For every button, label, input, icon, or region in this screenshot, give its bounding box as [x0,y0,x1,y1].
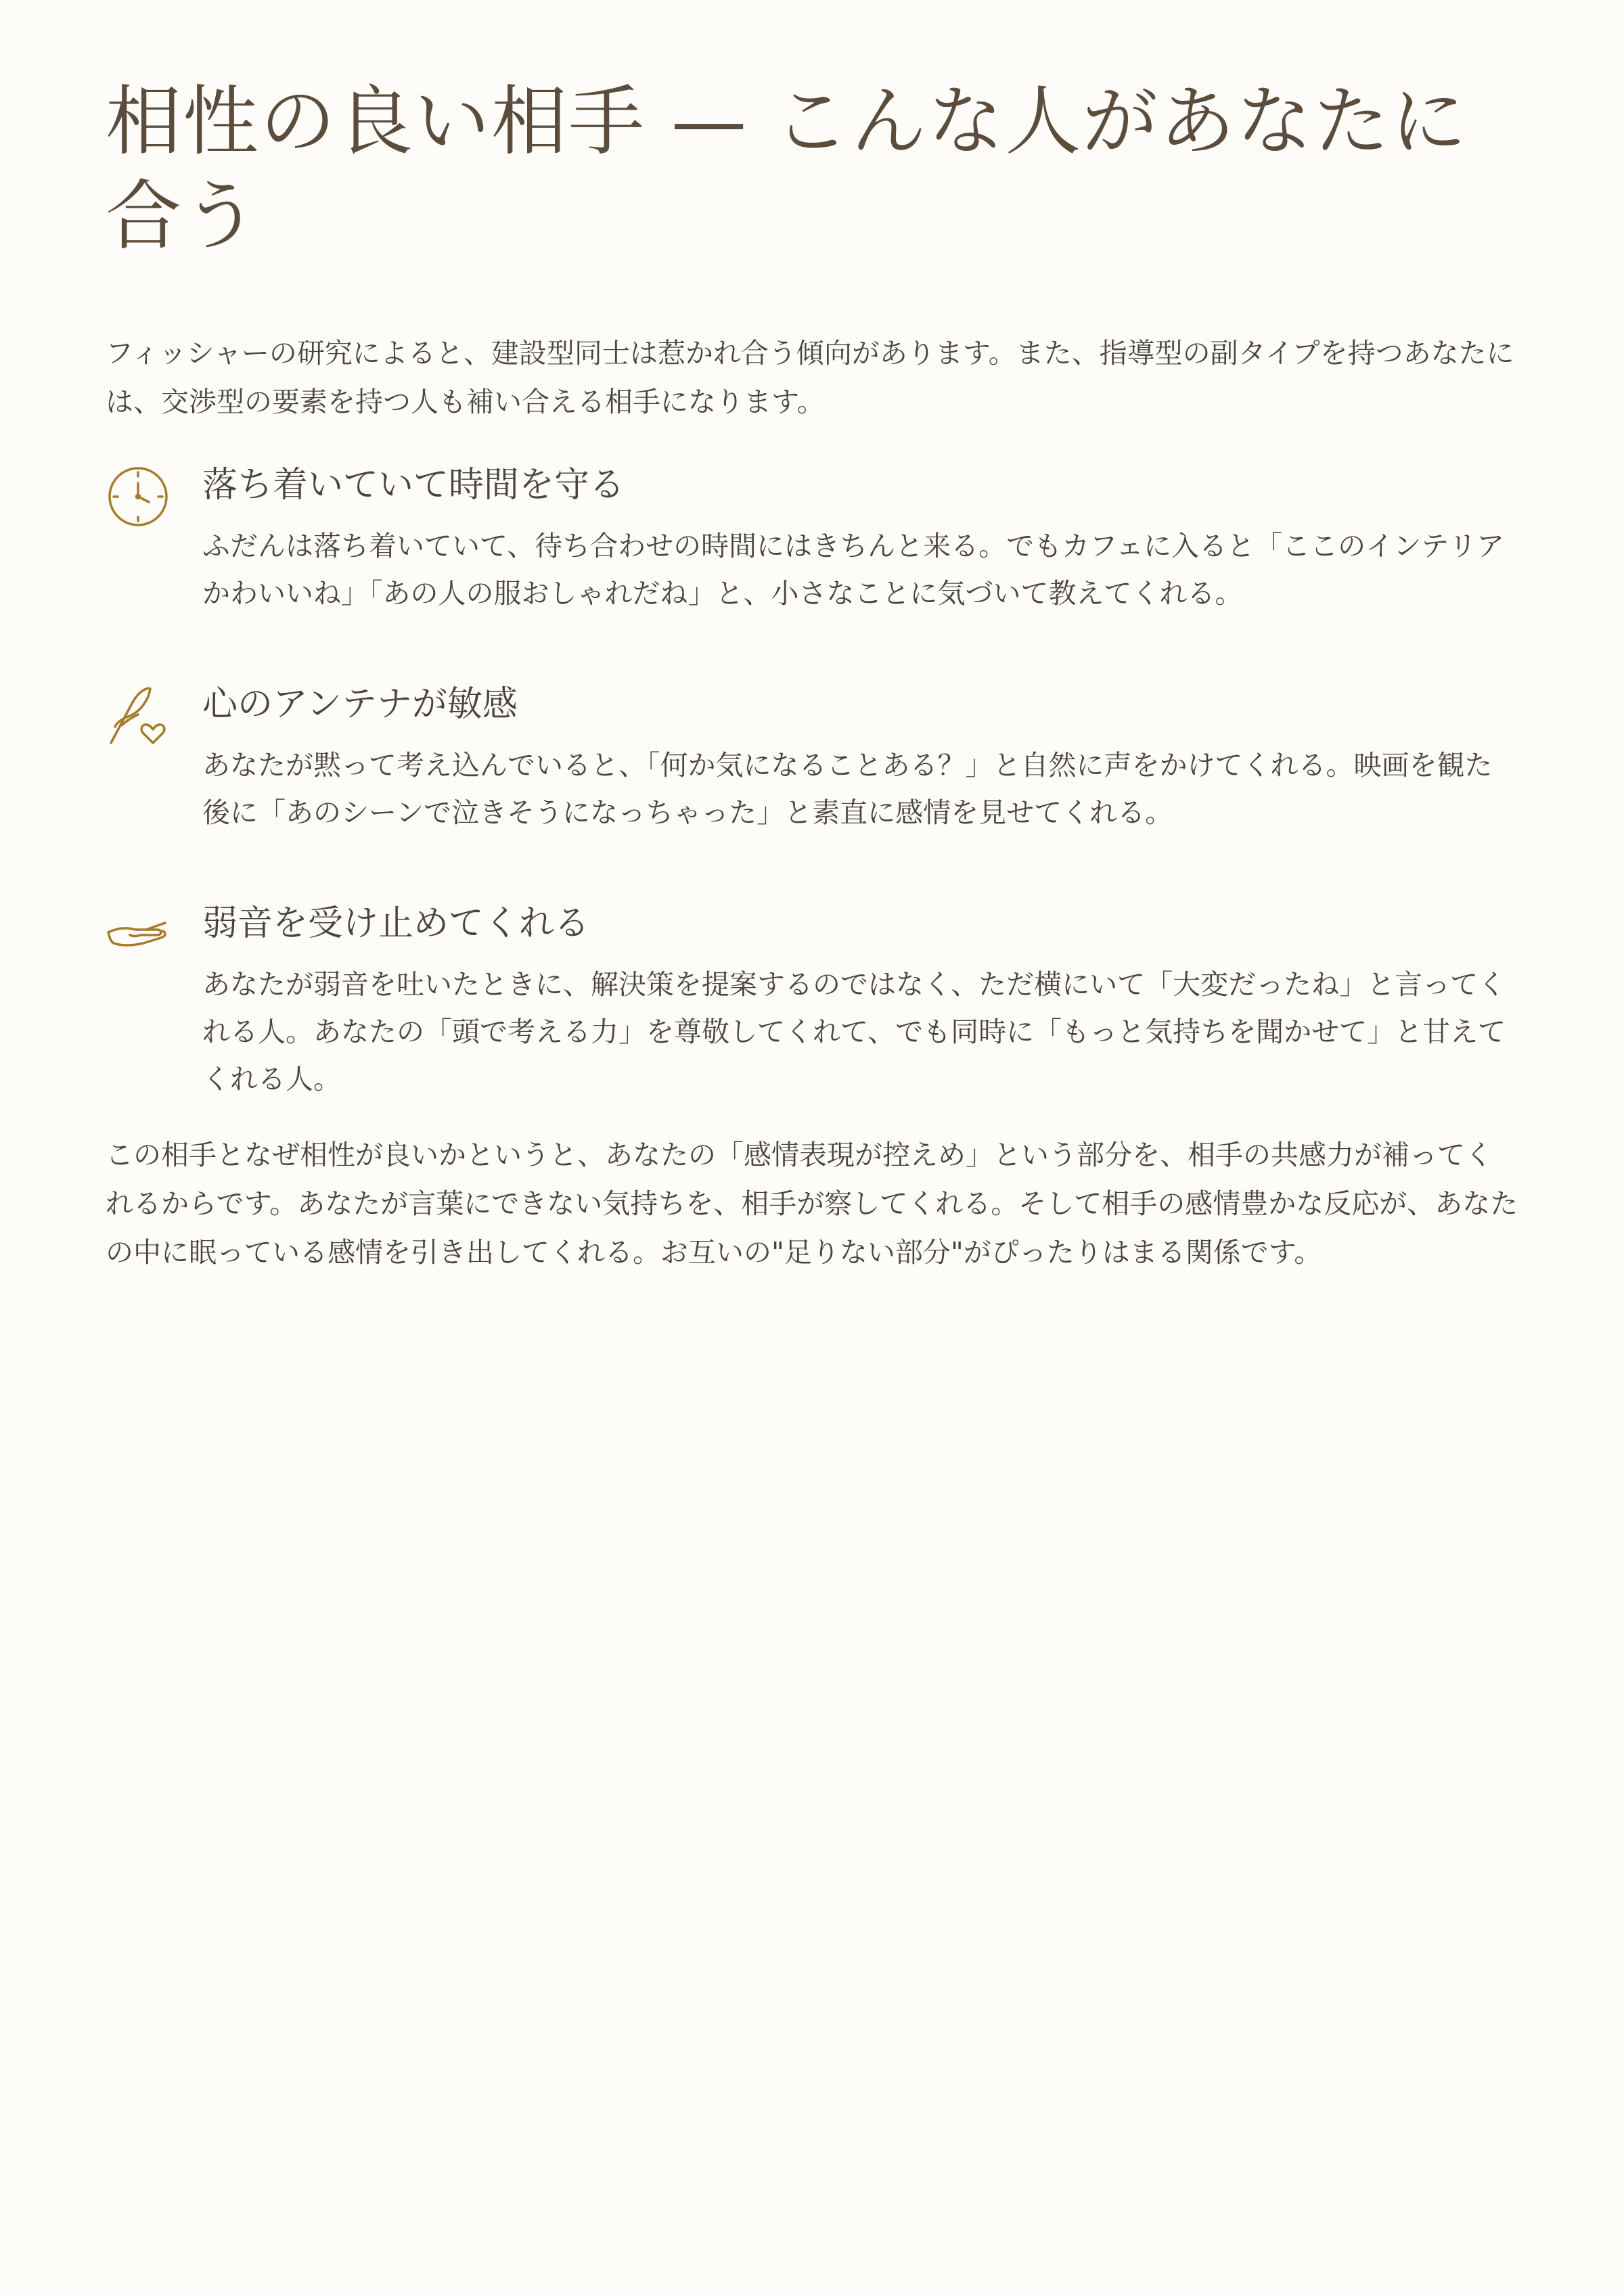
closing-paragraph: この相手となぜ相性が良いかというと、あなたの「感情表現が控えめ」という部分を、相手の共感力が補ってくれるからです。あなたが言葉にできない気持ちを、相手が察してくれる。そして相手の感情豊かな反応が、あなたの中に眠っている感情を引き出してくれる。お互いの"足りない部分"がぴったりはまる関係です。 [106,1139,1518,1269]
trait-heading: 弱音を受け止めてくれる [202,903,590,944]
trait-body: あなたが弱音を吐いたときに、解決策を提案するのではなく、ただ横にいて「大変だったね」と言ってくれる人。あなたの「頭で考える力」を尊敬してくれて、でも同時に「もっと気持ちを聞かせて」と甘えてくれる人。 [202,968,1506,1095]
intro-paragraph: フィッシャーの研究によると、建設型同士は惹かれ合う傾向があります。また、指導型の副タイプを持つあなたには、交渉型の要素を持つ人も補い合える相手になります。 [106,337,1514,418]
page-title: 相性の良い相手 — こんな人があなたに合う [106,78,1468,260]
trait-item [106,679,1520,836]
feather-heart-icon [106,683,171,748]
trait-body: あなたが黙って考え込んでいると、「何か気になることある？」と自然に声をかけてくれる。映画を観た後に「あのシーンで泣きそうになっちゃった」と素直に感情を見せてくれる。 [202,749,1493,829]
trait-heading: 落ち着いていて時間を守る [202,465,625,505]
trait-item [106,899,1520,1103]
clock-icon [106,464,171,529]
page-content [106,74,1520,1304]
trait-body: ふだんは落ち着いていて、待ち合わせの時間にはきちんと来る。でもカフェに入ると「ここのインテリアかわいいね」「あの人の服おしゃれだね」と、小さなことに気づいて教えてくれる。 [202,530,1505,610]
trait-heading: 心のアンテナが敏感 [202,684,518,725]
trait-item [106,460,1520,617]
open-hand-icon [106,903,171,968]
